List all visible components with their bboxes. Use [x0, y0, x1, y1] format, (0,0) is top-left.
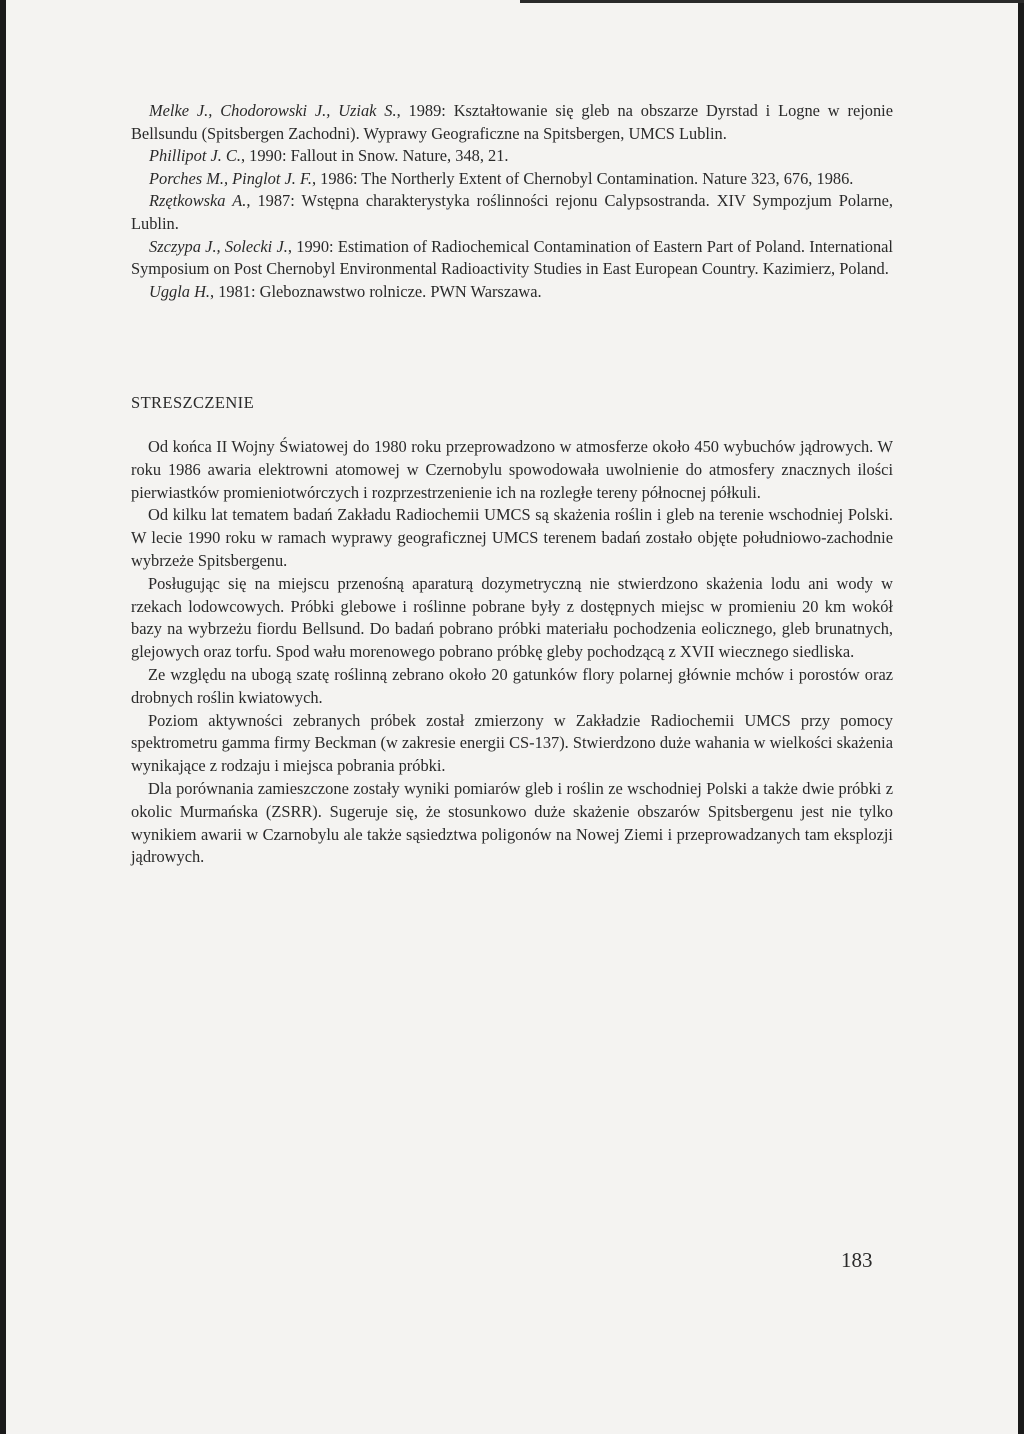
summary-paragraph: Dla porównania zamieszczone zostały wyniki pomiarów gleb i roślin ze wschodniej Polski a także dwie próbki z okolic Murmańska (ZSRR). Sugeruje się, że stosunkowo duże skażenie obszarów Spitsbergenu jest nie tylko wynikiem awarii w Czarnobylu ale także sąsiedztwa poligonów na Nowej Ziemi i przeprowadzanych tam eksplozji jądrowych.: [131, 778, 893, 867]
reference-entry: [131, 145, 893, 168]
reference-authors: Rzętkowska A.: [149, 191, 247, 211]
reference-text: , 1986: The Northerly Extent of Chernobyl Contamination. Nature 323, 676, 1986.: [311, 168, 854, 188]
reference-text: , 1990: Estimation of Radiochemical Contamination of Eastern Part of Poland. International Symposium on Post Chernobyl Environmental Radioactivity Studies in East European Country. Kazimierz, Poland.: [131, 236, 893, 279]
reference-authors: Phillipot J. C.: [149, 146, 241, 166]
reference-entry: [131, 100, 893, 145]
reference-text: , 1990: Fallout in Snow. Nature, 348, 21.: [240, 146, 509, 166]
reference-text: , 1987: Wstępna charakterystyka roślinności rejonu Calypsostranda. XIV Sympozjum Polarne, Lublin.: [131, 191, 893, 233]
reference-entry: [131, 236, 893, 281]
summary-paragraph: Posługując się na miejscu przenośną aparaturą dozymetryczną nie stwierdzono skażenia lodu ani wody w rzekach lodowcowych. Próbki glebowe i roślinne pobrane były z dostępnych miejsc w promieniu 20 km wokół bazy na wybrzeżu fiordu Bellsund. Do badań pobrano próbki materiału pochodzenia eolicznego, gleb brunatnych, glejowych oraz torfu. Spod wału morenowego pobrano próbkę gleby pochodzącą z XVII wiecznego siedliska.: [131, 573, 893, 662]
reference-authors: Szczypa J., Solecki J.: [149, 236, 288, 256]
scan-border-right: [1018, 0, 1024, 1434]
reference-entry: [131, 168, 893, 191]
scan-border-top: [520, 0, 1024, 3]
summary-paragraph: Od kilku lat tematem badań Zakładu Radiochemii UMCS są skażenia roślin i gleb na terenie wschodniej Polski. W lecie 1990 roku w ramach wyprawy geograficznej UMCS terenem badań zostało objęte południowo-zachodnie wybrzeże Spitsbergenu.: [131, 505, 893, 570]
reference-authors: Melke J., Chodorowski J., Uziak S.: [149, 101, 397, 120]
scan-border-left: [0, 0, 6, 1434]
summary-paragraph: Poziom aktywności zebranych próbek został zmierzony w Zakładzie Radiochemii UMCS przy pomocy spektrometru gamma firmy Beckman (w zakresie energii CS-137). Stwierdzono duże wahania w wielkości skażenia wynikające z rodzaju i miejsca pobrania próbki.: [131, 710, 893, 776]
reference-text: , 1989: Kształtowanie się gleb na obszarze Dyrstad i Logne w rejonie Bellsundu (Spitsbergen Zachodni). Wyprawy Geograficzne na Spitsbergen, UMCS Lublin.: [131, 101, 894, 143]
page-number: 183: [841, 1248, 873, 1272]
reference-authors: Uggla H.: [149, 281, 211, 301]
reference-list: [131, 100, 893, 303]
section-heading: STRESZCZENIE: [131, 393, 255, 412]
reference-authors: Porches M., Pinglot J. F.: [149, 168, 312, 188]
reference-entry: [131, 281, 893, 304]
reference-entry: [131, 190, 893, 235]
summary-body: [131, 436, 893, 869]
summary-paragraph: Od końca II Wojny Światowej do 1980 roku przeprowadzono w atmosferze około 450 wybuchów jądrowych. W roku 1986 awaria elektrowni atomowej w Czernobylu spowodowała uwolnienie do atmosfery znacznych ilości pierwiastków promieniotwórczych i rozprzestrzenienie ich na rozległe tereny północnej półkuli.: [131, 437, 893, 502]
reference-text: , 1981: Gleboznawstwo rolnicze. PWN Warszawa.: [210, 281, 542, 301]
summary-paragraph: Ze względu na ubogą szatę roślinną zebrano około 20 gatunków flory polarnej głównie mchów i porostów oraz drobnych roślin kwiatowych.: [131, 664, 893, 707]
